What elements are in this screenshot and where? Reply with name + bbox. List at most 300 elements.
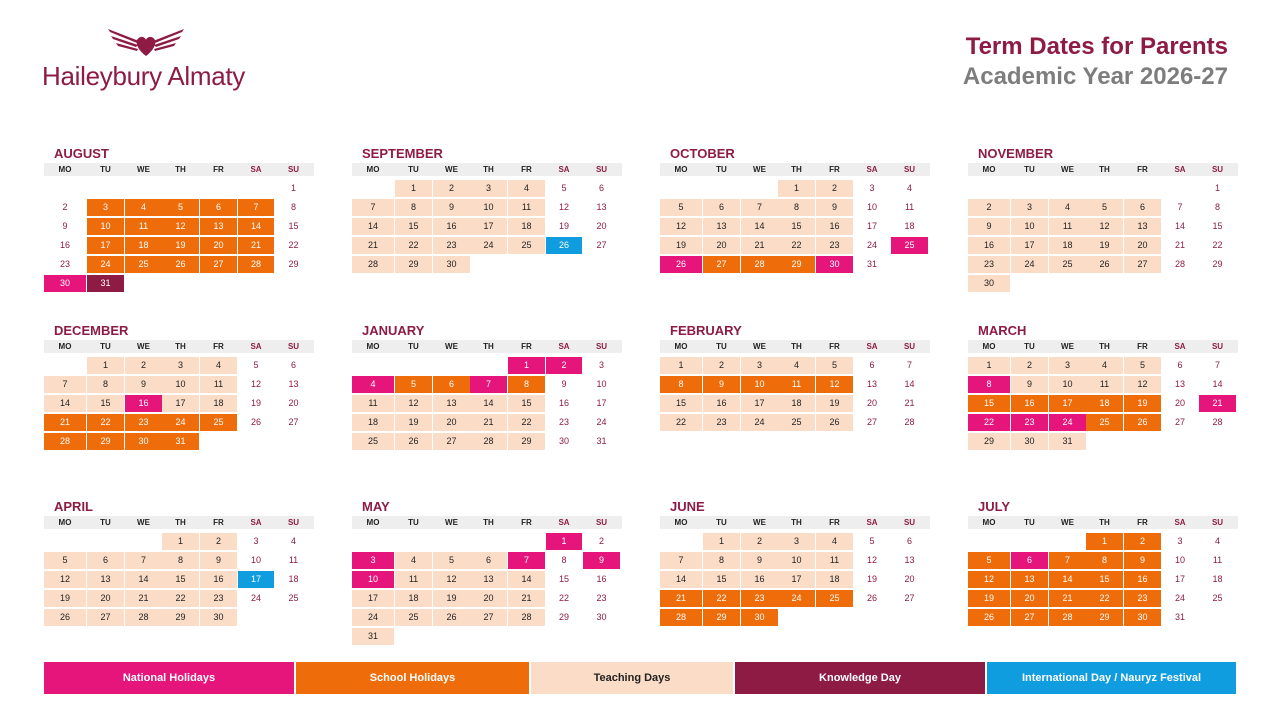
day-cell: 10	[741, 376, 778, 393]
day-cell: 9	[816, 199, 853, 216]
day-cell: 17	[1174, 574, 1185, 584]
day-cell: 20	[904, 574, 915, 584]
day-cell: 23	[816, 237, 853, 254]
day-cell: 11	[778, 376, 815, 393]
day-cell: 29	[778, 256, 815, 273]
day-cell: 12	[1086, 218, 1123, 235]
day-cell: 19	[433, 590, 470, 607]
day-cell: 3	[1177, 536, 1183, 546]
day-cell: 7	[1049, 552, 1086, 569]
day-cell: 26	[546, 237, 582, 254]
weekday-label: MO	[366, 342, 380, 351]
weekday-header	[352, 163, 622, 176]
day-cell: 30	[125, 433, 162, 450]
day-cell: 24	[741, 414, 778, 431]
weekday-label: TH	[791, 518, 802, 527]
day-cell: 13	[1011, 571, 1048, 588]
weekday-label: SA	[1174, 518, 1186, 527]
day-cell: 29	[1086, 609, 1123, 626]
day-cell: 12	[866, 555, 877, 565]
day-cell: 31	[1174, 612, 1185, 622]
day-cell: 11	[904, 202, 915, 212]
weekday-label: SU	[595, 518, 608, 527]
weekday-label: TH	[175, 342, 186, 351]
weekday-label: SA	[1174, 165, 1186, 174]
day-cell: 22	[162, 590, 199, 607]
day-cell: 6	[200, 199, 237, 216]
weekday-label: MO	[58, 165, 72, 174]
day-cell: 11	[1086, 376, 1123, 393]
day-cell: 5	[869, 536, 875, 546]
month-name: OCTOBER	[670, 146, 735, 161]
weekday-label: SA	[250, 342, 262, 351]
day-cell: 26	[1124, 414, 1161, 431]
day-cell: 18	[1086, 395, 1123, 412]
weekday-label: SU	[287, 165, 300, 174]
day-cell: 25	[352, 433, 394, 450]
weekday-label: WE	[137, 518, 150, 527]
day-cell: 4	[1214, 536, 1220, 546]
day-cell: 21	[904, 398, 915, 408]
day-cell: 12	[162, 218, 199, 235]
day-cell: 20	[1011, 590, 1048, 607]
day-cell: 4	[352, 376, 394, 393]
day-cell: 16	[703, 395, 740, 412]
day-cell: 11	[816, 552, 853, 569]
day-grid	[352, 176, 622, 290]
day-cell: 8	[395, 199, 432, 216]
day-cell: 19	[1086, 237, 1123, 254]
day-cell: 22	[87, 414, 124, 431]
day-cell: 30	[200, 609, 237, 626]
day-cell: 30	[968, 275, 1010, 292]
month-name: DECEMBER	[54, 323, 129, 338]
day-cell: 5	[253, 360, 259, 370]
day-grid	[352, 353, 622, 467]
day-cell: 29	[1212, 259, 1223, 269]
day-cell: 13	[866, 379, 877, 389]
day-cell: 15	[1212, 221, 1223, 231]
day-cell: 29	[558, 612, 569, 622]
day-cell: 28	[470, 433, 507, 450]
day-cell: 22	[558, 593, 569, 603]
day-cell: 27	[87, 609, 124, 626]
day-cell: 12	[558, 202, 569, 212]
day-cell: 5	[561, 183, 567, 193]
day-cell: 11	[395, 571, 432, 588]
weekday-label: SA	[558, 165, 570, 174]
day-cell: 14	[904, 379, 915, 389]
day-cell: 14	[741, 218, 778, 235]
day-cell: 19	[866, 574, 877, 584]
day-cell: 3	[1049, 357, 1086, 374]
weekday-label: SU	[903, 518, 916, 527]
legend-item: Knowledge Day	[735, 662, 985, 694]
weekday-label: FR	[213, 518, 224, 527]
day-cell: 28	[125, 609, 162, 626]
day-cell: 28	[1174, 259, 1185, 269]
day-cell: 23	[433, 237, 470, 254]
day-cell: 21	[470, 414, 507, 431]
day-cell: 17	[596, 398, 607, 408]
day-cell: 2	[1011, 357, 1048, 374]
day-cell: 20	[1174, 398, 1185, 408]
day-cell: 4	[395, 552, 432, 569]
day-cell: 29	[87, 433, 124, 450]
day-cell: 17	[866, 221, 877, 231]
weekday-label: TU	[408, 342, 419, 351]
day-cell: 16	[433, 218, 470, 235]
day-cell: 2	[741, 533, 778, 550]
weekday-label: WE	[1061, 165, 1074, 174]
day-cell: 18	[395, 590, 432, 607]
day-cell: 30	[741, 609, 778, 626]
day-cell: 25	[778, 414, 815, 431]
day-cell: 13	[904, 555, 915, 565]
month-august	[44, 145, 314, 290]
day-cell: 12	[395, 395, 432, 412]
day-cell: 16	[741, 571, 778, 588]
weekday-label: SU	[903, 342, 916, 351]
weekday-header	[968, 163, 1238, 176]
day-cell: 19	[250, 398, 261, 408]
weekday-label: SU	[287, 518, 300, 527]
day-cell: 24	[352, 609, 394, 626]
day-cell: 28	[44, 433, 86, 450]
weekday-header	[352, 340, 622, 353]
day-cell: 6	[433, 376, 470, 393]
day-cell: 24	[87, 256, 124, 273]
day-cell: 20	[433, 414, 470, 431]
weekday-label: TU	[100, 518, 111, 527]
day-cell: 30	[558, 436, 569, 446]
day-cell: 8	[968, 376, 1010, 393]
day-cell: 27	[288, 417, 299, 427]
day-cell: 4	[200, 357, 237, 374]
day-cell: 21	[1049, 590, 1086, 607]
day-cell: 28	[352, 256, 394, 273]
day-cell: 15	[703, 571, 740, 588]
day-grid	[44, 529, 314, 643]
day-cell: 18	[125, 237, 162, 254]
weekday-label: WE	[445, 165, 458, 174]
day-cell: 29	[288, 259, 299, 269]
weekday-label: MO	[366, 518, 380, 527]
day-cell: 22	[508, 414, 545, 431]
weekday-label: TU	[716, 342, 727, 351]
day-cell: 18	[904, 221, 915, 231]
day-cell: 30	[1011, 433, 1048, 450]
day-cell: 23	[596, 593, 607, 603]
day-cell: 25	[891, 237, 928, 254]
day-cell: 10	[470, 199, 507, 216]
page-title: Term Dates for Parents	[965, 33, 1228, 60]
day-cell: 4	[125, 199, 162, 216]
school-logo[interactable]	[42, 26, 262, 96]
day-grid	[968, 353, 1238, 467]
day-cell: 30	[433, 256, 470, 273]
day-cell: 7	[470, 376, 507, 393]
weekday-label: TU	[1024, 342, 1035, 351]
legend-item: International Day / Nauryz Festival	[987, 662, 1236, 694]
day-cell: 3	[352, 552, 394, 569]
day-cell: 22	[703, 590, 740, 607]
day-cell: 20	[288, 398, 299, 408]
day-cell: 17	[1049, 395, 1086, 412]
month-october	[660, 145, 930, 290]
day-cell: 17	[238, 571, 274, 588]
day-cell: 6	[869, 360, 875, 370]
month-january	[352, 322, 622, 467]
day-cell: 5	[44, 552, 86, 569]
day-cell: 19	[44, 590, 86, 607]
day-cell: 24	[596, 417, 607, 427]
weekday-label: FR	[829, 342, 840, 351]
weekday-label: MO	[982, 518, 996, 527]
day-cell: 29	[968, 433, 1010, 450]
day-cell: 6	[1124, 199, 1161, 216]
day-cell: 21	[1199, 395, 1236, 412]
day-cell: 18	[816, 571, 853, 588]
day-cell: 14	[44, 395, 86, 412]
day-cell: 3	[87, 199, 124, 216]
day-cell: 24	[470, 237, 507, 254]
weekday-header	[660, 340, 930, 353]
day-cell: 11	[200, 376, 237, 393]
day-cell: 22	[968, 414, 1010, 431]
day-cell: 6	[598, 183, 604, 193]
day-cell: 5	[1086, 199, 1123, 216]
month-december	[44, 322, 314, 467]
day-cell: 10	[1049, 376, 1086, 393]
day-cell: 18	[1049, 237, 1086, 254]
day-cell: 22	[288, 240, 299, 250]
day-cell: 12	[660, 218, 702, 235]
month-may	[352, 498, 622, 643]
day-cell: 20	[87, 590, 124, 607]
day-cell: 15	[288, 221, 299, 231]
day-cell: 14	[238, 218, 274, 235]
day-cell: 7	[44, 376, 86, 393]
day-grid	[660, 353, 930, 467]
weekday-label: MO	[674, 165, 688, 174]
day-cell: 14	[352, 218, 394, 235]
day-cell: 21	[660, 590, 702, 607]
day-cell: 18	[200, 395, 237, 412]
day-cell: 16	[125, 395, 162, 412]
day-cell: 8	[1214, 202, 1220, 212]
day-cell: 18	[778, 395, 815, 412]
brand-name: Haileybury Almaty	[42, 61, 245, 91]
day-cell: 19	[660, 237, 702, 254]
weekday-label: SA	[558, 342, 570, 351]
day-cell: 21	[1174, 240, 1185, 250]
day-cell: 10	[162, 376, 199, 393]
day-cell: 25	[125, 256, 162, 273]
day-cell: 26	[433, 609, 470, 626]
day-cell: 9	[1124, 552, 1161, 569]
day-cell: 16	[59, 240, 70, 250]
weekday-label: TU	[408, 165, 419, 174]
weekday-label: FR	[1137, 165, 1148, 174]
day-cell: 4	[816, 533, 853, 550]
weekday-label: TH	[175, 518, 186, 527]
weekday-label: FR	[521, 342, 532, 351]
day-cell: 11	[1049, 218, 1086, 235]
day-cell: 25	[395, 609, 432, 626]
day-cell: 28	[1212, 417, 1223, 427]
month-name: APRIL	[54, 499, 93, 514]
weekday-label: TU	[716, 518, 727, 527]
day-cell: 3	[1011, 199, 1048, 216]
day-cell: 13	[470, 571, 507, 588]
day-cell: 20	[200, 237, 237, 254]
legend-item: National Holidays	[44, 662, 294, 694]
day-cell: 18	[508, 218, 545, 235]
day-cell: 9	[561, 379, 567, 389]
day-cell: 27	[1174, 417, 1185, 427]
day-cell: 12	[1124, 376, 1161, 393]
day-cell: 2	[200, 533, 237, 550]
day-cell: 1	[1214, 183, 1220, 193]
day-cell: 30	[816, 256, 853, 273]
day-cell: 24	[866, 240, 877, 250]
day-cell: 13	[87, 571, 124, 588]
day-cell: 22	[1212, 240, 1223, 250]
day-cell: 23	[200, 590, 237, 607]
day-cell: 18	[288, 574, 299, 584]
day-cell: 8	[87, 376, 124, 393]
month-name: FEBRUARY	[670, 323, 742, 338]
weekday-label: SU	[595, 342, 608, 351]
day-cell: 14	[125, 571, 162, 588]
day-cell: 1	[290, 183, 296, 193]
day-cell: 3	[470, 180, 507, 197]
day-cell: 24	[1049, 414, 1086, 431]
day-cell: 15	[778, 218, 815, 235]
day-cell: 17	[162, 395, 199, 412]
day-grid	[44, 353, 314, 467]
weekday-label: SA	[558, 518, 570, 527]
day-cell: 27	[703, 256, 740, 273]
day-cell: 22	[778, 237, 815, 254]
day-cell: 25	[508, 237, 545, 254]
weekday-label: SA	[250, 165, 262, 174]
day-cell: 29	[703, 609, 740, 626]
day-cell: 26	[395, 433, 432, 450]
weekday-label: WE	[137, 342, 150, 351]
weekday-header	[968, 516, 1238, 529]
day-cell: 1	[162, 533, 199, 550]
day-cell: 8	[660, 376, 702, 393]
day-grid	[352, 529, 622, 643]
day-cell: 3	[869, 183, 875, 193]
month-name: AUGUST	[54, 146, 109, 161]
month-name: JUNE	[670, 499, 705, 514]
day-cell: 28	[660, 609, 702, 626]
day-cell: 10	[1174, 555, 1185, 565]
day-cell: 17	[1011, 237, 1048, 254]
day-cell: 15	[508, 395, 545, 412]
day-cell: 13	[200, 218, 237, 235]
day-cell: 4	[1086, 357, 1123, 374]
day-cell: 2	[433, 180, 470, 197]
weekday-header	[660, 516, 930, 529]
day-cell: 1	[703, 533, 740, 550]
day-cell: 27	[1124, 256, 1161, 273]
day-cell: 23	[1011, 414, 1048, 431]
day-cell: 14	[1049, 571, 1086, 588]
day-cell: 24	[1011, 256, 1048, 273]
day-cell: 25	[1212, 593, 1223, 603]
day-cell: 7	[352, 199, 394, 216]
day-cell: 21	[44, 414, 86, 431]
day-cell: 25	[288, 593, 299, 603]
weekday-label: FR	[213, 342, 224, 351]
day-cell: 21	[508, 590, 545, 607]
day-cell: 19	[1124, 395, 1161, 412]
day-cell: 27	[433, 433, 470, 450]
day-cell: 3	[778, 533, 815, 550]
weekday-label: TU	[100, 165, 111, 174]
day-cell: 8	[162, 552, 199, 569]
day-cell: 19	[558, 221, 569, 231]
day-cell: 5	[660, 199, 702, 216]
weekday-label: SA	[250, 518, 262, 527]
day-cell: 9	[1011, 376, 1048, 393]
day-cell: 10	[250, 555, 261, 565]
weekday-label: SU	[903, 165, 916, 174]
legend	[44, 662, 1236, 694]
day-cell: 30	[44, 275, 86, 292]
day-cell: 1	[968, 357, 1010, 374]
weekday-label: TH	[175, 165, 186, 174]
day-cell: 8	[778, 199, 815, 216]
weekday-header	[968, 340, 1238, 353]
day-cell: 6	[1011, 552, 1048, 569]
weekday-label: TU	[408, 518, 419, 527]
day-cell: 22	[395, 237, 432, 254]
weekday-label: SA	[866, 518, 878, 527]
day-cell: 5	[395, 376, 432, 393]
day-cell: 15	[968, 395, 1010, 412]
day-cell: 24	[162, 414, 199, 431]
day-cell: 19	[395, 414, 432, 431]
day-cell: 9	[741, 552, 778, 569]
legend-item: Teaching Days	[531, 662, 733, 694]
weekday-label: WE	[1061, 342, 1074, 351]
day-cell: 11	[288, 555, 299, 565]
weekday-label: TH	[1099, 165, 1110, 174]
weekday-label: TH	[1099, 342, 1110, 351]
day-cell: 10	[866, 202, 877, 212]
day-cell: 26	[44, 609, 86, 626]
day-cell: 14	[470, 395, 507, 412]
day-cell: 2	[703, 357, 740, 374]
weekday-label: SU	[595, 165, 608, 174]
weekday-label: TU	[1024, 165, 1035, 174]
day-grid	[968, 529, 1238, 643]
weekday-label: FR	[829, 518, 840, 527]
day-cell: 27	[1011, 609, 1048, 626]
weekday-label: TH	[1099, 518, 1110, 527]
day-cell: 16	[1124, 571, 1161, 588]
day-cell: 30	[1124, 609, 1161, 626]
month-april	[44, 498, 314, 643]
day-cell: 28	[904, 417, 915, 427]
legend-item: School Holidays	[296, 662, 529, 694]
weekday-label: WE	[445, 342, 458, 351]
